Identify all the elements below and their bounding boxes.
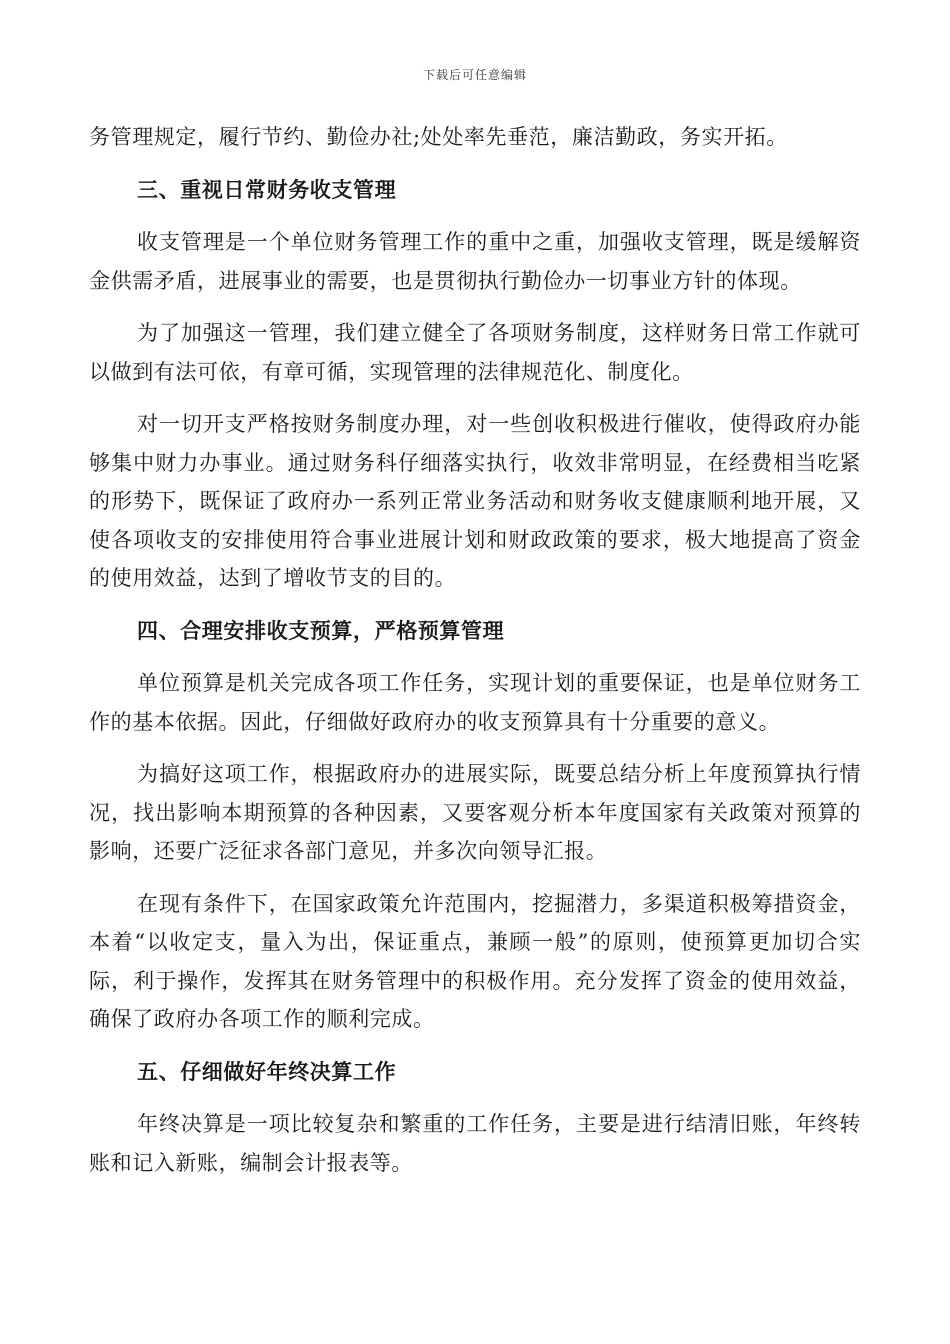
section-heading-5: 五、仔细做好年终决算工作 [137,1059,397,1084]
paragraph-continued: 务管理规定，履行节约、勤俭办社;处处率先垂范，廉洁勤政，务实开拓。 [89,125,788,149]
paragraph: 对一切开支严格按财务制度办理，对一些创收积极进行催收，使得政府办能够集中财力办事业。通过财务科仔细落实执行，收效非常明显，在经费相当吃紧的形势下，既保证了政府办一系列正常业务活动和财务收支健康顺利地开展，又使各项收支的安排使用符合事业进展计划和财政政策的要求，极大地提高了资金的使用效益，达到了增收节支的目的。 [89,412,861,590]
paragraph: 单位预算是机关完成各项工作任务，实现计划的重要保证，也是单位财务工作的基本依据。因此，仔细做好政府办的收支预算具有十分重要的意义。 [89,671,861,734]
section-heading-4: 四、合理安排收支预算，严格预算管理 [137,618,505,643]
paragraph: 在现有条件下，在国家政策允许范围内，挖掘潜力，多渠道积极筹措资金，本着“以收定支，量入为出，保证重点，兼顾一般”的原则，使预算更加切合实际，利于操作，发挥其在财务管理中的积极作用。充分发挥了资金的使用效益，确保了政府办各项工作的顺利完成。 [89,891,861,1031]
paragraph: 为搞好这项工作，根据政府办的进展实际，既要总结分析上年度预算执行情况，找出影响本期预算的各种因素，又要客观分析本年度国家有关政策对预算的影响，还要广泛征求各部门意见，并多次向领导汇报。 [89,762,861,863]
page-header-note: 下载后可任意编辑 [422,68,527,82]
paragraph: 收支管理是一个单位财务管理工作的重中之重，加强收支管理，既是缓解资金供需矛盾，进展事业的需要，也是贯彻执行勤俭办一切事业方针的体现。 [89,230,861,293]
paragraph: 年终决算是一项比较复杂和繁重的工作任务，主要是进行结清旧账，年终转账和记入新账，编制会计报表等。 [89,1112,861,1175]
paragraph: 为了加强这一管理，我们建立健全了各项财务制度，这样财务日常工作就可以做到有法可依，有章可循，实现管理的法律规范化、制度化。 [89,321,861,384]
document-body [89,118,861,1196]
section-heading-3: 三、重视日常财务收支管理 [137,177,397,202]
